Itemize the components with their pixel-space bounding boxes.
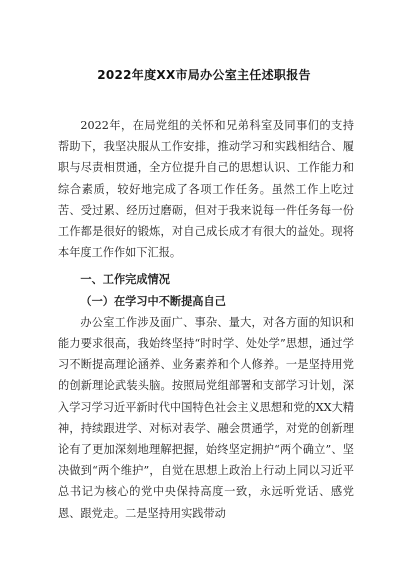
intro-paragraph: 2022年，在局党组的关怀和兄弟科室及同事们的支持帮助下，我坚决服从工作安排，推动学习和实践相结合、履职与尽责相贯通，全方位提升自己的思想认识、工作能力和综合素质，较好地完成了各项工作任务。虽然工作上吃过苦、受过累、经历过磨砺，但对于我来说每一件任务每一份工作都是很好的锻炼，对自己成长成才有很大的益处。现将本年度工作作如下汇报。 [58,119,354,260]
report-body [58,115,354,524]
section-heading: 一、工作完成情况 [80,273,170,287]
subsection-heading: （一）在学习中不断提高自己 [80,294,226,308]
report-title: 2022年度XX市局办公室主任述职报告 [97,68,311,82]
subsection-paragraph: 办公室工作涉及面广、事杂、量大，对各方面的知识和能力要求很高，我始终坚持“时时学、处处学”思想，通过学习不断提高理论涵养、业务素养和个人修养。一是坚持用党的创新理论武装头脑。按照局党组部署和支部学习计划，深入学习学习近平新时代中国特色社会主义思想和党的XX大精神，持续跟进学、对标对表学、融会贯通学，对党的创新理论有了更加深刻地理解把握，始终坚定拥护“两个确立”、坚决做到“两个维护”，自觉在思想上政治上行动上同以习近平总书记为核心的党中央保持高度一致，永远听党话、感党恩、跟党走。二是坚持用实践带动 [58,315,354,520]
